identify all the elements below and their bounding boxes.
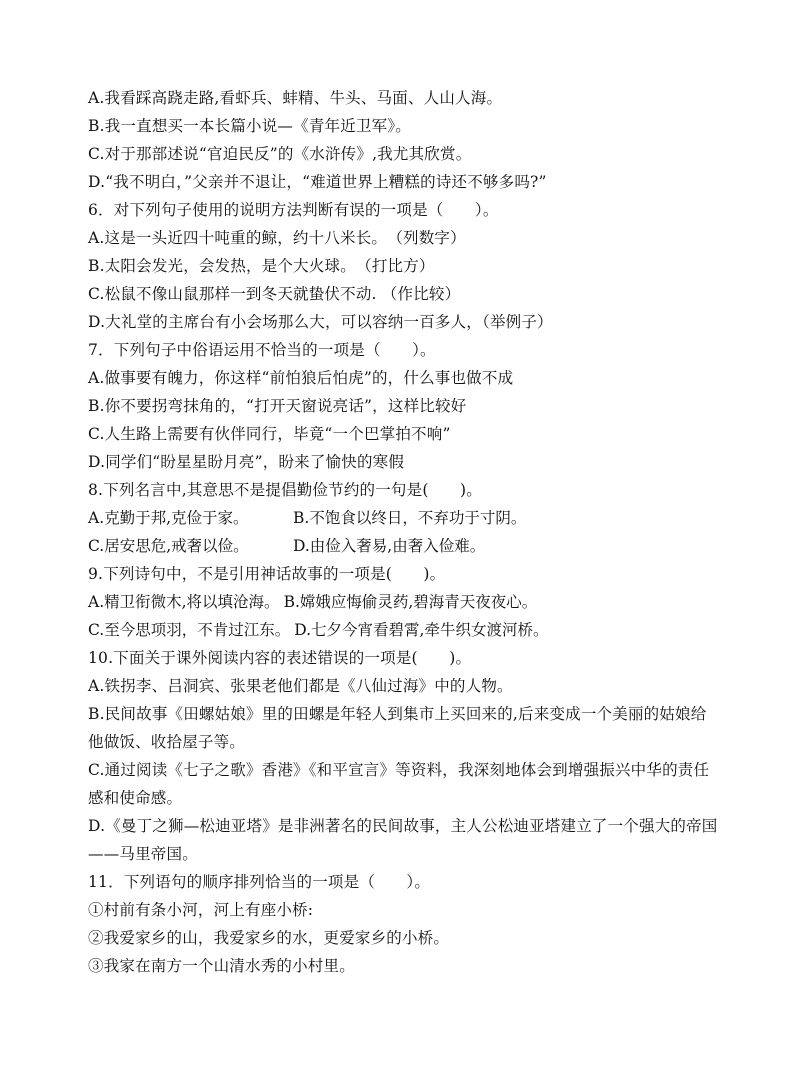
q8-option-d: D.由俭入奢易,由奢入俭难。 xyxy=(293,537,486,555)
q11-sentence-2: ②我爱家乡的山，我爱家乡的水，更爱家乡的小桥。 xyxy=(88,929,450,947)
q6-stem: 6．对下列句子使用的说明方法判断有误的一项是（ ）。 xyxy=(88,201,499,219)
q7-option-d: D.同学们“盼星星盼月亮”，盼来了愉快的寒假 xyxy=(88,453,405,471)
question-content xyxy=(88,84,728,980)
q10-stem: 10.下面关于课外阅读内容的表述错误的一项是( )。 xyxy=(88,649,472,667)
q9-option-c: C.至今思项羽，不肯过江东。 xyxy=(88,621,291,639)
q10-option-c: C.通过阅读《七子之歌》香港》《和平宣言》等资料，我深刻地体会到增强振兴中华的责任感和使命感。 xyxy=(88,761,710,807)
q7-option-c: C.人生路上需要有伙伴同行，毕竟“一个巴掌拍不响” xyxy=(88,425,451,443)
q8-option-c: C.居安思危,戒奢以俭。 xyxy=(88,537,249,555)
q7-option-a: A.做事要有魄力，你这样“前怕狼后怕虎”的，什么事也做不成 xyxy=(88,369,514,387)
q6-option-a: A.这是一头近四十吨重的鲸，约十八米长。 （列数字） xyxy=(88,229,466,247)
q5-option-d: D.“我不明白，”父亲并不退让，“难道世界上糟糕的诗还不够多吗?” xyxy=(88,173,547,191)
q8-stem: 8.下列名言中,其意思不是提倡勤俭节约的一句是( )。 xyxy=(88,481,482,499)
q5-option-a: A.我看踩高跷走路,看虾兵、蚌精、牛头、马面、人山人海。 xyxy=(88,89,503,107)
q10-option-b: B.民间故事《田螺姑娘》里的田螺是年轻人到集市上买回来的,后来变成一个美丽的姑娘给他做饭、收拾屋子等。 xyxy=(88,705,707,751)
q8-option-a: A.克勤于邦,克俭于家。 xyxy=(88,509,249,527)
q9-option-a: A.精卫衔微木,将以填沧海。 xyxy=(88,593,280,611)
q9-options-row-1 xyxy=(88,588,728,616)
q10-option-a: A.铁拐李、吕洞宾、张果老他们都是《八仙过海》中的人物。 xyxy=(88,677,513,695)
q8-options-row-1 xyxy=(88,504,728,532)
q9-option-b: B.嫦娥应悔偷灵药,碧海青天夜夜心。 xyxy=(283,593,538,611)
q11-sentence-1: ①村前有条小河，河上有座小桥: xyxy=(88,901,314,919)
q11-stem: 11．下列语句的顺序排列恰当的一项是（ ）。 xyxy=(88,873,431,891)
q9-option-d: D.七夕今宵看碧霄,牵牛织女渡河桥。 xyxy=(294,621,549,639)
q6-option-c: C.松鼠不像山鼠那样一到冬天就蛰伏不动. （作比较） xyxy=(88,285,461,303)
q7-stem: 7．下列句子中俗语运用不恰当的一项是（ ）。 xyxy=(88,341,436,359)
q5-option-b: B.我一直想买一本长篇小说—《青年近卫军》。 xyxy=(88,117,411,135)
q6-option-d: D.大礼堂的主席台有小会场那么大，可以容纳一百多人，（举例子） xyxy=(88,313,553,331)
q11-sentence-3: ③我家在南方一个山清水秀的小村里。 xyxy=(88,957,355,975)
q7-option-b: B.你不要拐弯抹角的，“打开天窗说亮话”，这样比较好 xyxy=(88,397,467,415)
q6-option-b: B.太阳会发光，会发热，是个大火球。 （打比方） xyxy=(88,257,435,275)
q8-option-b: B.不饱食以终日，不弃功于寸阴。 xyxy=(293,509,527,527)
q10-option-d: D.《曼丁之狮—松迪亚塔》是非洲著名的民间故事，主人公松迪亚塔建立了一个强大的帝国——马里帝国。 xyxy=(88,817,718,863)
q9-stem: 9.下列诗句中，不是引用神话故事的一项是( )。 xyxy=(88,565,446,583)
q9-options-row-2 xyxy=(88,616,728,644)
q8-options-row-2 xyxy=(88,532,728,560)
q5-option-c: C.对于那部述说“官迫民反”的《水浒传》,我尤其欣赏。 xyxy=(88,145,472,163)
